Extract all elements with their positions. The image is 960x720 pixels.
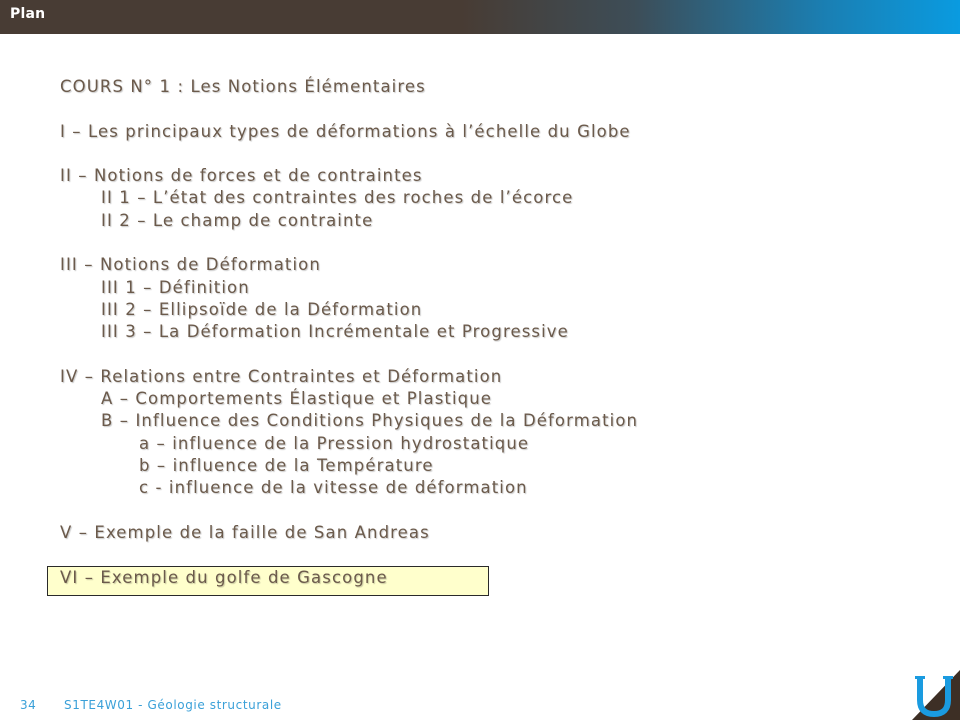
section-4: IV – Relations entre Contraintes et Déformation: [60, 366, 503, 386]
section-3-3: III 3 – La Déformation Incrémentale et Progressive: [101, 322, 569, 342]
section-2: II – Notions de forces et de contraintes: [60, 166, 423, 186]
section-3-2: III 2 – Ellipsoïde de la Déformation: [101, 299, 423, 319]
section-3: III – Notions de Déformation: [60, 255, 321, 275]
section-3-1: III 1 – Définition: [101, 277, 250, 297]
slide-header: [0, 0, 960, 34]
section-4-b-b: b – influence de la Température: [139, 456, 434, 476]
course-outline: [60, 76, 920, 589]
section-6: VI – Exemple du golfe de Gascogne: [60, 567, 388, 587]
section-4-a: A – Comportements Élastique et Plastique: [101, 389, 493, 409]
course-label: S1TE4W01 - Géologie structurale: [64, 698, 282, 712]
section-5: V – Exemple de la faille de San Andreas: [60, 522, 430, 542]
slide-title: Plan: [10, 6, 46, 22]
university-u-logo-icon: [906, 670, 960, 720]
section-4-b-c: c - influence de la vitesse de déformation: [139, 478, 528, 498]
section-4-b-a: a – influence de la Pression hydrostatique: [139, 433, 530, 453]
course-title: COURS N° 1 : Les Notions Élémentaires: [60, 77, 426, 96]
section-2-2: II 2 – Le champ de contrainte: [101, 210, 374, 230]
section-4-b: B – Influence des Conditions Physiques de la Déformation: [101, 411, 639, 431]
section-2-1: II 1 – L’état des contraintes des roches de l’écorce: [101, 188, 574, 208]
section-1: I – Les principaux types de déformations à l’échelle du Globe: [60, 121, 631, 141]
page-number: 34: [20, 698, 37, 712]
